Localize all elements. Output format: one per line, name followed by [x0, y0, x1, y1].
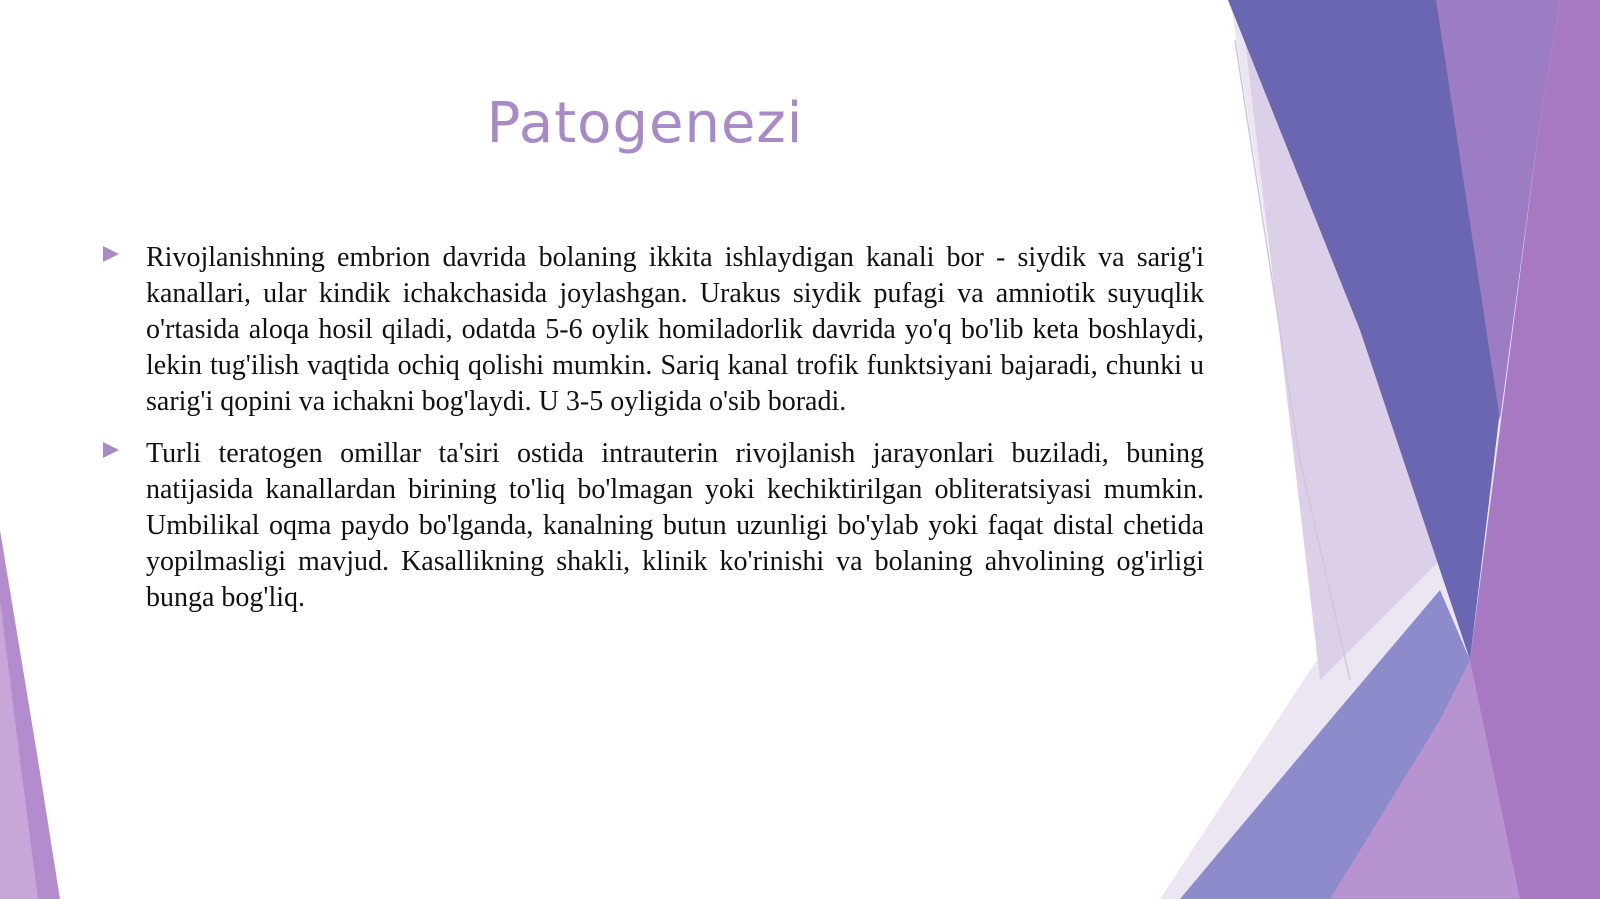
bullet-text-2: Turli teratogen omillar ta'siri ostida intrauterin rivojlanish jarayonlari buziladi, buning natijasida kanallardan birining to'liq bo'lmagan yoki kechiktirilgan obliteratsiyasi mumkin. Umbilikal oqma paydo bo'lganda, kanalning butun uzunligi bo'ylab yoki faqat distal chetida yopilmasligi mavjud. Kasallikning shakli, klinik ko'rinishi va bolaning ahvolining og'irligi bunga bog'liq.	[146, 438, 1204, 613]
triangle-right-icon	[103, 442, 119, 458]
bullet-text-1: Rivojlanishning embrion davrida bolaning ikkita ishlaydigan kanali bor - siydik va sarig'i kanallari, ular kindik ichakchasida joylashgan. Urakus siydik pufagi va amniotik suyuqlik o'rtasida aloqa hosil qiladi, odatda 5-6 oylik homiladorlik davrida yo'q bo'lib keta boshlaydi, lekin tug'ilish vaqtida ochiq qolishi mumkin. Sariq kanal trofik funktsiyani bajaradi, chunki u sarig'i qopini va ichakni bog'laydi. U 3-5 oyligida o'sib boradi.	[146, 242, 1204, 417]
bullet-list	[100, 240, 1204, 632]
bullet-item-2	[100, 436, 1204, 616]
bullet-item-1	[100, 240, 1204, 420]
triangle-right-icon	[103, 246, 119, 262]
slide-title: Patogenezi	[486, 91, 804, 156]
